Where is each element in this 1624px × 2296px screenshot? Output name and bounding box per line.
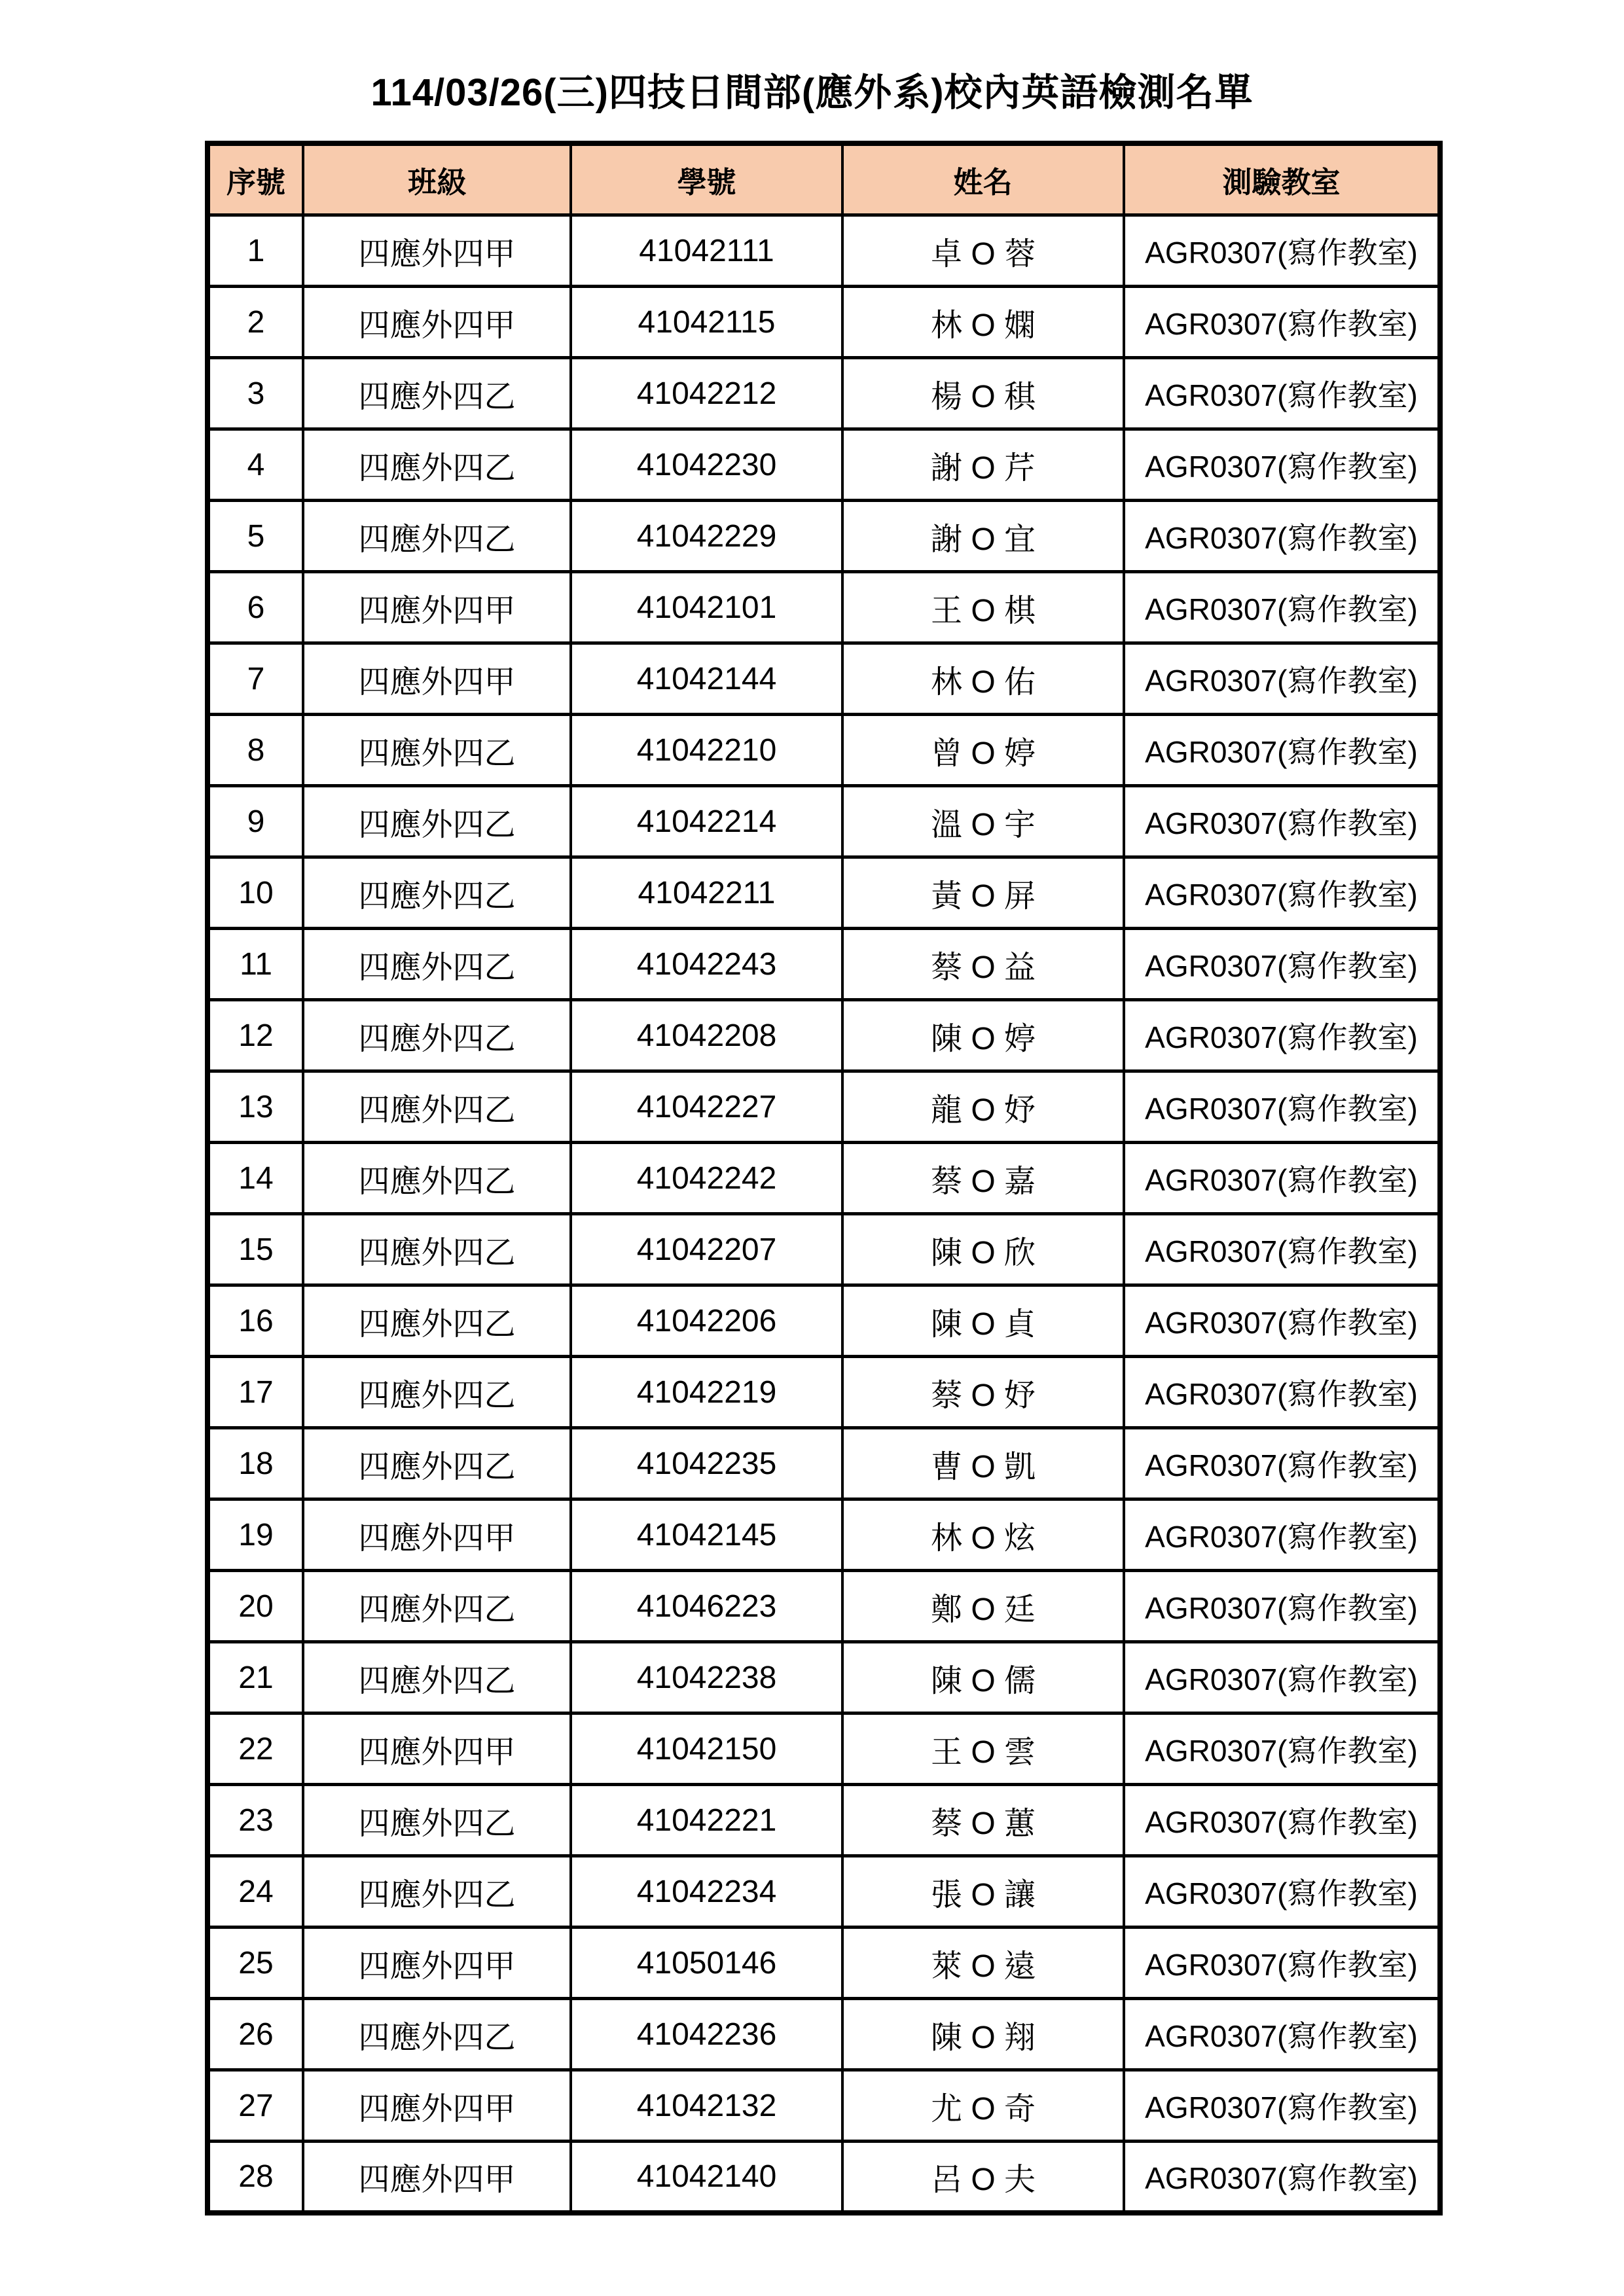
table-header-row xyxy=(208,143,1440,215)
cell-class: 四應外四乙 xyxy=(303,1357,571,1428)
cell-student-id: 41042145 xyxy=(571,1499,842,1571)
cell-room: AGR0307(寫作教室) xyxy=(1124,1642,1440,1713)
table-row xyxy=(208,287,1440,358)
cell-no: 1 xyxy=(208,215,303,287)
cell-student-id: 41042132 xyxy=(571,2070,842,2142)
cell-name: 蔡 O 蕙 xyxy=(842,1785,1124,1856)
cell-no: 28 xyxy=(208,2142,303,2213)
table-row xyxy=(208,1499,1440,1571)
cell-student-id: 41042230 xyxy=(571,429,842,501)
cell-name: 王 O 雲 xyxy=(842,1713,1124,1785)
cell-no: 17 xyxy=(208,1357,303,1428)
cell-name: 鄭 O 廷 xyxy=(842,1571,1124,1642)
cell-no: 14 xyxy=(208,1143,303,1214)
page-title: 114/03/26(三)四技日間部(應外系)校內英語檢測名單 xyxy=(370,71,1254,114)
cell-student-id: 41042101 xyxy=(571,572,842,643)
cell-student-id: 41042234 xyxy=(571,1856,842,1928)
cell-class: 四應外四甲 xyxy=(303,2142,571,2213)
cell-room: AGR0307(寫作教室) xyxy=(1124,1571,1440,1642)
table-row xyxy=(208,1856,1440,1928)
cell-class: 四應外四乙 xyxy=(303,929,571,1000)
cell-student-id: 41042227 xyxy=(571,1071,842,1143)
table-row xyxy=(208,929,1440,1000)
table-body xyxy=(208,215,1440,2213)
table-row xyxy=(208,1928,1440,1999)
cell-room: AGR0307(寫作教室) xyxy=(1124,2142,1440,2213)
cell-student-id: 41042144 xyxy=(571,643,842,715)
cell-student-id: 41046223 xyxy=(571,1571,842,1642)
table-row xyxy=(208,715,1440,786)
cell-no: 9 xyxy=(208,786,303,857)
cell-room: AGR0307(寫作教室) xyxy=(1124,287,1440,358)
cell-class: 四應外四乙 xyxy=(303,1285,571,1357)
cell-room: AGR0307(寫作教室) xyxy=(1124,1785,1440,1856)
cell-class: 四應外四乙 xyxy=(303,358,571,429)
cell-student-id: 41042140 xyxy=(571,2142,842,2213)
cell-room: AGR0307(寫作教室) xyxy=(1124,1214,1440,1285)
cell-student-id: 41042111 xyxy=(571,215,842,287)
cell-room: AGR0307(寫作教室) xyxy=(1124,1143,1440,1214)
cell-class: 四應外四乙 xyxy=(303,1571,571,1642)
cell-room: AGR0307(寫作教室) xyxy=(1124,1357,1440,1428)
cell-name: 曹 O 凱 xyxy=(842,1428,1124,1499)
cell-room: AGR0307(寫作教室) xyxy=(1124,929,1440,1000)
table-row xyxy=(208,1428,1440,1499)
cell-name: 林 O 炫 xyxy=(842,1499,1124,1571)
cell-student-id: 41042238 xyxy=(571,1642,842,1713)
cell-class: 四應外四乙 xyxy=(303,1214,571,1285)
cell-no: 13 xyxy=(208,1071,303,1143)
table-row xyxy=(208,358,1440,429)
cell-no: 11 xyxy=(208,929,303,1000)
cell-room: AGR0307(寫作教室) xyxy=(1124,1713,1440,1785)
cell-no: 6 xyxy=(208,572,303,643)
table-row xyxy=(208,1357,1440,1428)
cell-student-id: 41042207 xyxy=(571,1214,842,1285)
table-row xyxy=(208,1713,1440,1785)
column-header-no: 序號 xyxy=(208,143,303,215)
cell-name: 楊 O 稘 xyxy=(842,358,1124,429)
cell-room: AGR0307(寫作教室) xyxy=(1124,2070,1440,2142)
cell-name: 卓 O 蓉 xyxy=(842,215,1124,287)
cell-name: 呂 O 夫 xyxy=(842,2142,1124,2213)
cell-class: 四應外四甲 xyxy=(303,287,571,358)
cell-class: 四應外四乙 xyxy=(303,429,571,501)
roster-table xyxy=(205,141,1443,2215)
table-row xyxy=(208,2142,1440,2213)
table-row xyxy=(208,1285,1440,1357)
cell-room: AGR0307(寫作教室) xyxy=(1124,715,1440,786)
table-row xyxy=(208,215,1440,287)
table-row xyxy=(208,643,1440,715)
cell-name: 陳 O 欣 xyxy=(842,1214,1124,1285)
cell-room: AGR0307(寫作教室) xyxy=(1124,572,1440,643)
cell-no: 12 xyxy=(208,1000,303,1071)
table-header xyxy=(208,143,1440,215)
cell-name: 溫 O 宇 xyxy=(842,786,1124,857)
column-header-name: 姓名 xyxy=(842,143,1124,215)
cell-student-id: 41042229 xyxy=(571,501,842,572)
cell-no: 15 xyxy=(208,1214,303,1285)
table-row xyxy=(208,857,1440,929)
cell-room: AGR0307(寫作教室) xyxy=(1124,358,1440,429)
cell-student-id: 41042242 xyxy=(571,1143,842,1214)
cell-class: 四應外四乙 xyxy=(303,1785,571,1856)
table-row xyxy=(208,1571,1440,1642)
cell-no: 21 xyxy=(208,1642,303,1713)
cell-room: AGR0307(寫作教室) xyxy=(1124,1999,1440,2070)
cell-name: 謝 O 宜 xyxy=(842,501,1124,572)
cell-student-id: 41042115 xyxy=(571,287,842,358)
cell-class: 四應外四乙 xyxy=(303,1143,571,1214)
cell-student-id: 41042210 xyxy=(571,715,842,786)
cell-student-id: 41042214 xyxy=(571,786,842,857)
cell-name: 陳 O 貞 xyxy=(842,1285,1124,1357)
cell-no: 23 xyxy=(208,1785,303,1856)
cell-room: AGR0307(寫作教室) xyxy=(1124,643,1440,715)
cell-no: 19 xyxy=(208,1499,303,1571)
cell-student-id: 41042235 xyxy=(571,1428,842,1499)
cell-class: 四應外四甲 xyxy=(303,215,571,287)
cell-class: 四應外四甲 xyxy=(303,2070,571,2142)
column-header-room: 測驗教室 xyxy=(1124,143,1440,215)
table-row xyxy=(208,1143,1440,1214)
cell-class: 四應外四乙 xyxy=(303,857,571,929)
cell-student-id: 41042211 xyxy=(571,857,842,929)
cell-class: 四應外四乙 xyxy=(303,1856,571,1928)
cell-no: 4 xyxy=(208,429,303,501)
table-row xyxy=(208,2070,1440,2142)
table-row xyxy=(208,429,1440,501)
cell-no: 27 xyxy=(208,2070,303,2142)
cell-class: 四應外四乙 xyxy=(303,1999,571,2070)
cell-name: 林 O 嫻 xyxy=(842,287,1124,358)
cell-name: 蔡 O 益 xyxy=(842,929,1124,1000)
cell-class: 四應外四乙 xyxy=(303,1000,571,1071)
cell-student-id: 41042221 xyxy=(571,1785,842,1856)
cell-student-id: 41042212 xyxy=(571,358,842,429)
cell-name: 謝 O 芹 xyxy=(842,429,1124,501)
table-row xyxy=(208,1071,1440,1143)
cell-student-id: 41042150 xyxy=(571,1713,842,1785)
cell-name: 蔡 O 妤 xyxy=(842,1357,1124,1428)
cell-name: 萊 O 遠 xyxy=(842,1928,1124,1999)
cell-no: 2 xyxy=(208,287,303,358)
cell-room: AGR0307(寫作教室) xyxy=(1124,215,1440,287)
table-row xyxy=(208,1999,1440,2070)
cell-room: AGR0307(寫作教室) xyxy=(1124,857,1440,929)
table-row xyxy=(208,1000,1440,1071)
cell-class: 四應外四甲 xyxy=(303,1499,571,1571)
cell-no: 10 xyxy=(208,857,303,929)
cell-no: 25 xyxy=(208,1928,303,1999)
table-row xyxy=(208,1785,1440,1856)
cell-no: 20 xyxy=(208,1571,303,1642)
cell-room: AGR0307(寫作教室) xyxy=(1124,1428,1440,1499)
table-row xyxy=(208,1214,1440,1285)
cell-class: 四應外四甲 xyxy=(303,572,571,643)
cell-room: AGR0307(寫作教室) xyxy=(1124,1499,1440,1571)
cell-no: 22 xyxy=(208,1713,303,1785)
table-row xyxy=(208,786,1440,857)
cell-class: 四應外四甲 xyxy=(303,1928,571,1999)
cell-no: 24 xyxy=(208,1856,303,1928)
cell-name: 陳 O 翔 xyxy=(842,1999,1124,2070)
table-row xyxy=(208,1642,1440,1713)
cell-student-id: 41042219 xyxy=(571,1357,842,1428)
cell-name: 陳 O 婷 xyxy=(842,1000,1124,1071)
cell-class: 四應外四甲 xyxy=(303,643,571,715)
cell-no: 8 xyxy=(208,715,303,786)
cell-room: AGR0307(寫作教室) xyxy=(1124,501,1440,572)
cell-no: 16 xyxy=(208,1285,303,1357)
cell-name: 蔡 O 嘉 xyxy=(842,1143,1124,1214)
cell-student-id: 41042206 xyxy=(571,1285,842,1357)
cell-class: 四應外四乙 xyxy=(303,1071,571,1143)
cell-room: AGR0307(寫作教室) xyxy=(1124,1928,1440,1999)
cell-no: 7 xyxy=(208,643,303,715)
cell-class: 四應外四甲 xyxy=(303,1713,571,1785)
cell-no: 3 xyxy=(208,358,303,429)
cell-student-id: 41042208 xyxy=(571,1000,842,1071)
cell-class: 四應外四乙 xyxy=(303,1642,571,1713)
cell-name: 曾 O 婷 xyxy=(842,715,1124,786)
cell-room: AGR0307(寫作教室) xyxy=(1124,1000,1440,1071)
column-header-class: 班級 xyxy=(303,143,571,215)
cell-room: AGR0307(寫作教室) xyxy=(1124,1856,1440,1928)
cell-no: 5 xyxy=(208,501,303,572)
table-row xyxy=(208,501,1440,572)
cell-no: 26 xyxy=(208,1999,303,2070)
table-row xyxy=(208,572,1440,643)
cell-no: 18 xyxy=(208,1428,303,1499)
cell-room: AGR0307(寫作教室) xyxy=(1124,429,1440,501)
cell-room: AGR0307(寫作教室) xyxy=(1124,1071,1440,1143)
cell-name: 陳 O 儒 xyxy=(842,1642,1124,1713)
cell-name: 黃 O 屏 xyxy=(842,857,1124,929)
cell-student-id: 41050146 xyxy=(571,1928,842,1999)
cell-student-id: 41042236 xyxy=(571,1999,842,2070)
cell-class: 四應外四乙 xyxy=(303,786,571,857)
cell-class: 四應外四乙 xyxy=(303,501,571,572)
cell-class: 四應外四乙 xyxy=(303,1428,571,1499)
cell-name: 張 O 讓 xyxy=(842,1856,1124,1928)
cell-room: AGR0307(寫作教室) xyxy=(1124,786,1440,857)
cell-class: 四應外四乙 xyxy=(303,715,571,786)
column-header-student-id: 學號 xyxy=(571,143,842,215)
cell-name: 龍 O 妤 xyxy=(842,1071,1124,1143)
cell-name: 林 O 佑 xyxy=(842,643,1124,715)
cell-name: 王 O 棋 xyxy=(842,572,1124,643)
cell-name: 尤 O 奇 xyxy=(842,2070,1124,2142)
cell-room: AGR0307(寫作教室) xyxy=(1124,1285,1440,1357)
cell-student-id: 41042243 xyxy=(571,929,842,1000)
